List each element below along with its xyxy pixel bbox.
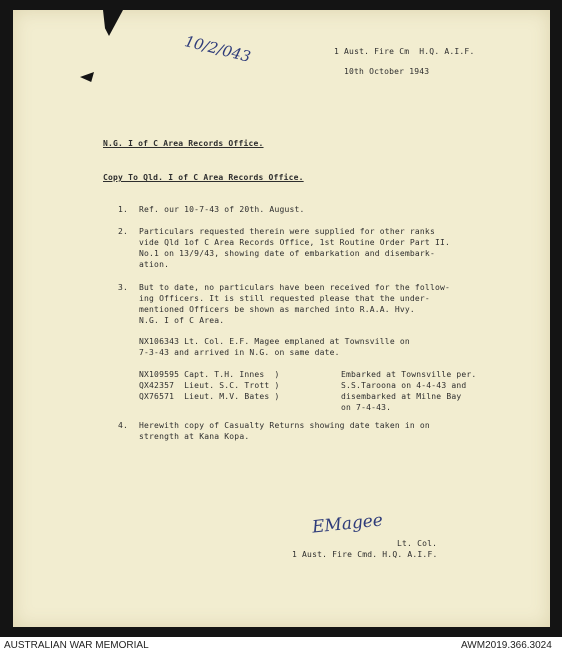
paragraph-3-line: ing Officers. It is still requested please that the under- [139,294,430,303]
paragraph-4-line: strength at Kana Kopa. [139,432,250,441]
magee-entry-line: 7-3-43 and arrived in N.G. on same date. [139,348,340,357]
paragraph-number: 1. [118,205,129,214]
paragraph-number: 3. [118,283,129,292]
signature-unit: 1 Aust. Fire Cmd. H.Q. A.I.F. [292,550,438,559]
paragraph-3-line: mentioned Officers be shown as marched into R.A.A. Hvy. [139,305,415,314]
paragraph-2-line: No.1 on 13/9/43, showing date of embarkation and disembark- [139,249,435,258]
paragraph-2-line: vide Qld 1of C Area Records Office, 1st Routine Order Part II. [139,238,451,247]
embarkation-note: Embarked at Townsville per. [341,370,477,379]
document-page [13,10,550,627]
officer-entry: QX76571 Lieut. M.V. Bates ) [139,392,280,401]
signature-rank: Lt. Col. [397,539,438,548]
paragraph-2-line: Particulars requested therein were supplied for other ranks [139,227,435,236]
addressee: N.G. I of C Area Records Office. [103,139,264,148]
paragraph-number: 4. [118,421,129,430]
embarkation-note: on 7-4-43. [341,403,392,412]
paragraph-1-line: Ref. our 10-7-43 of 20th. August. [139,205,305,214]
footer-institution: AUSTRALIAN WAR MEMORIAL [4,640,149,651]
paragraph-3-line: But to date, no particulars have been received for the follow- [139,283,451,292]
paragraph-2-line: ation. [139,260,170,269]
handwritten-date: 10/2/043 [182,32,253,66]
footer-accession-number: AWM2019.366.3024 [461,640,552,651]
paragraph-number: 2. [118,227,129,236]
copy-to: Copy To Qld. I of C Area Records Office. [103,173,304,182]
embarkation-note: S.S.Taroona on 4-4-43 and [341,381,467,390]
paragraph-3-line: N.G. I of C Area. [139,316,225,325]
header-unit: 1 Aust. Fire Cm H.Q. A.I.F. [334,47,475,56]
officer-entry: NX109595 Capt. T.H. Innes ) [139,370,280,379]
magee-entry-line: NX106343 Lt. Col. E.F. Magee emplaned at Townsville on [139,337,410,346]
officer-entry: QX42357 Lieut. S.C. Trott ) [139,381,280,390]
header-date: 10th October 1943 [344,67,430,76]
handwritten-signature: EMagee [311,510,384,538]
paragraph-4-line: Herewith copy of Casualty Returns showing date taken in on [139,421,430,430]
embarkation-note: disembarked at Milne Bay [341,392,462,401]
